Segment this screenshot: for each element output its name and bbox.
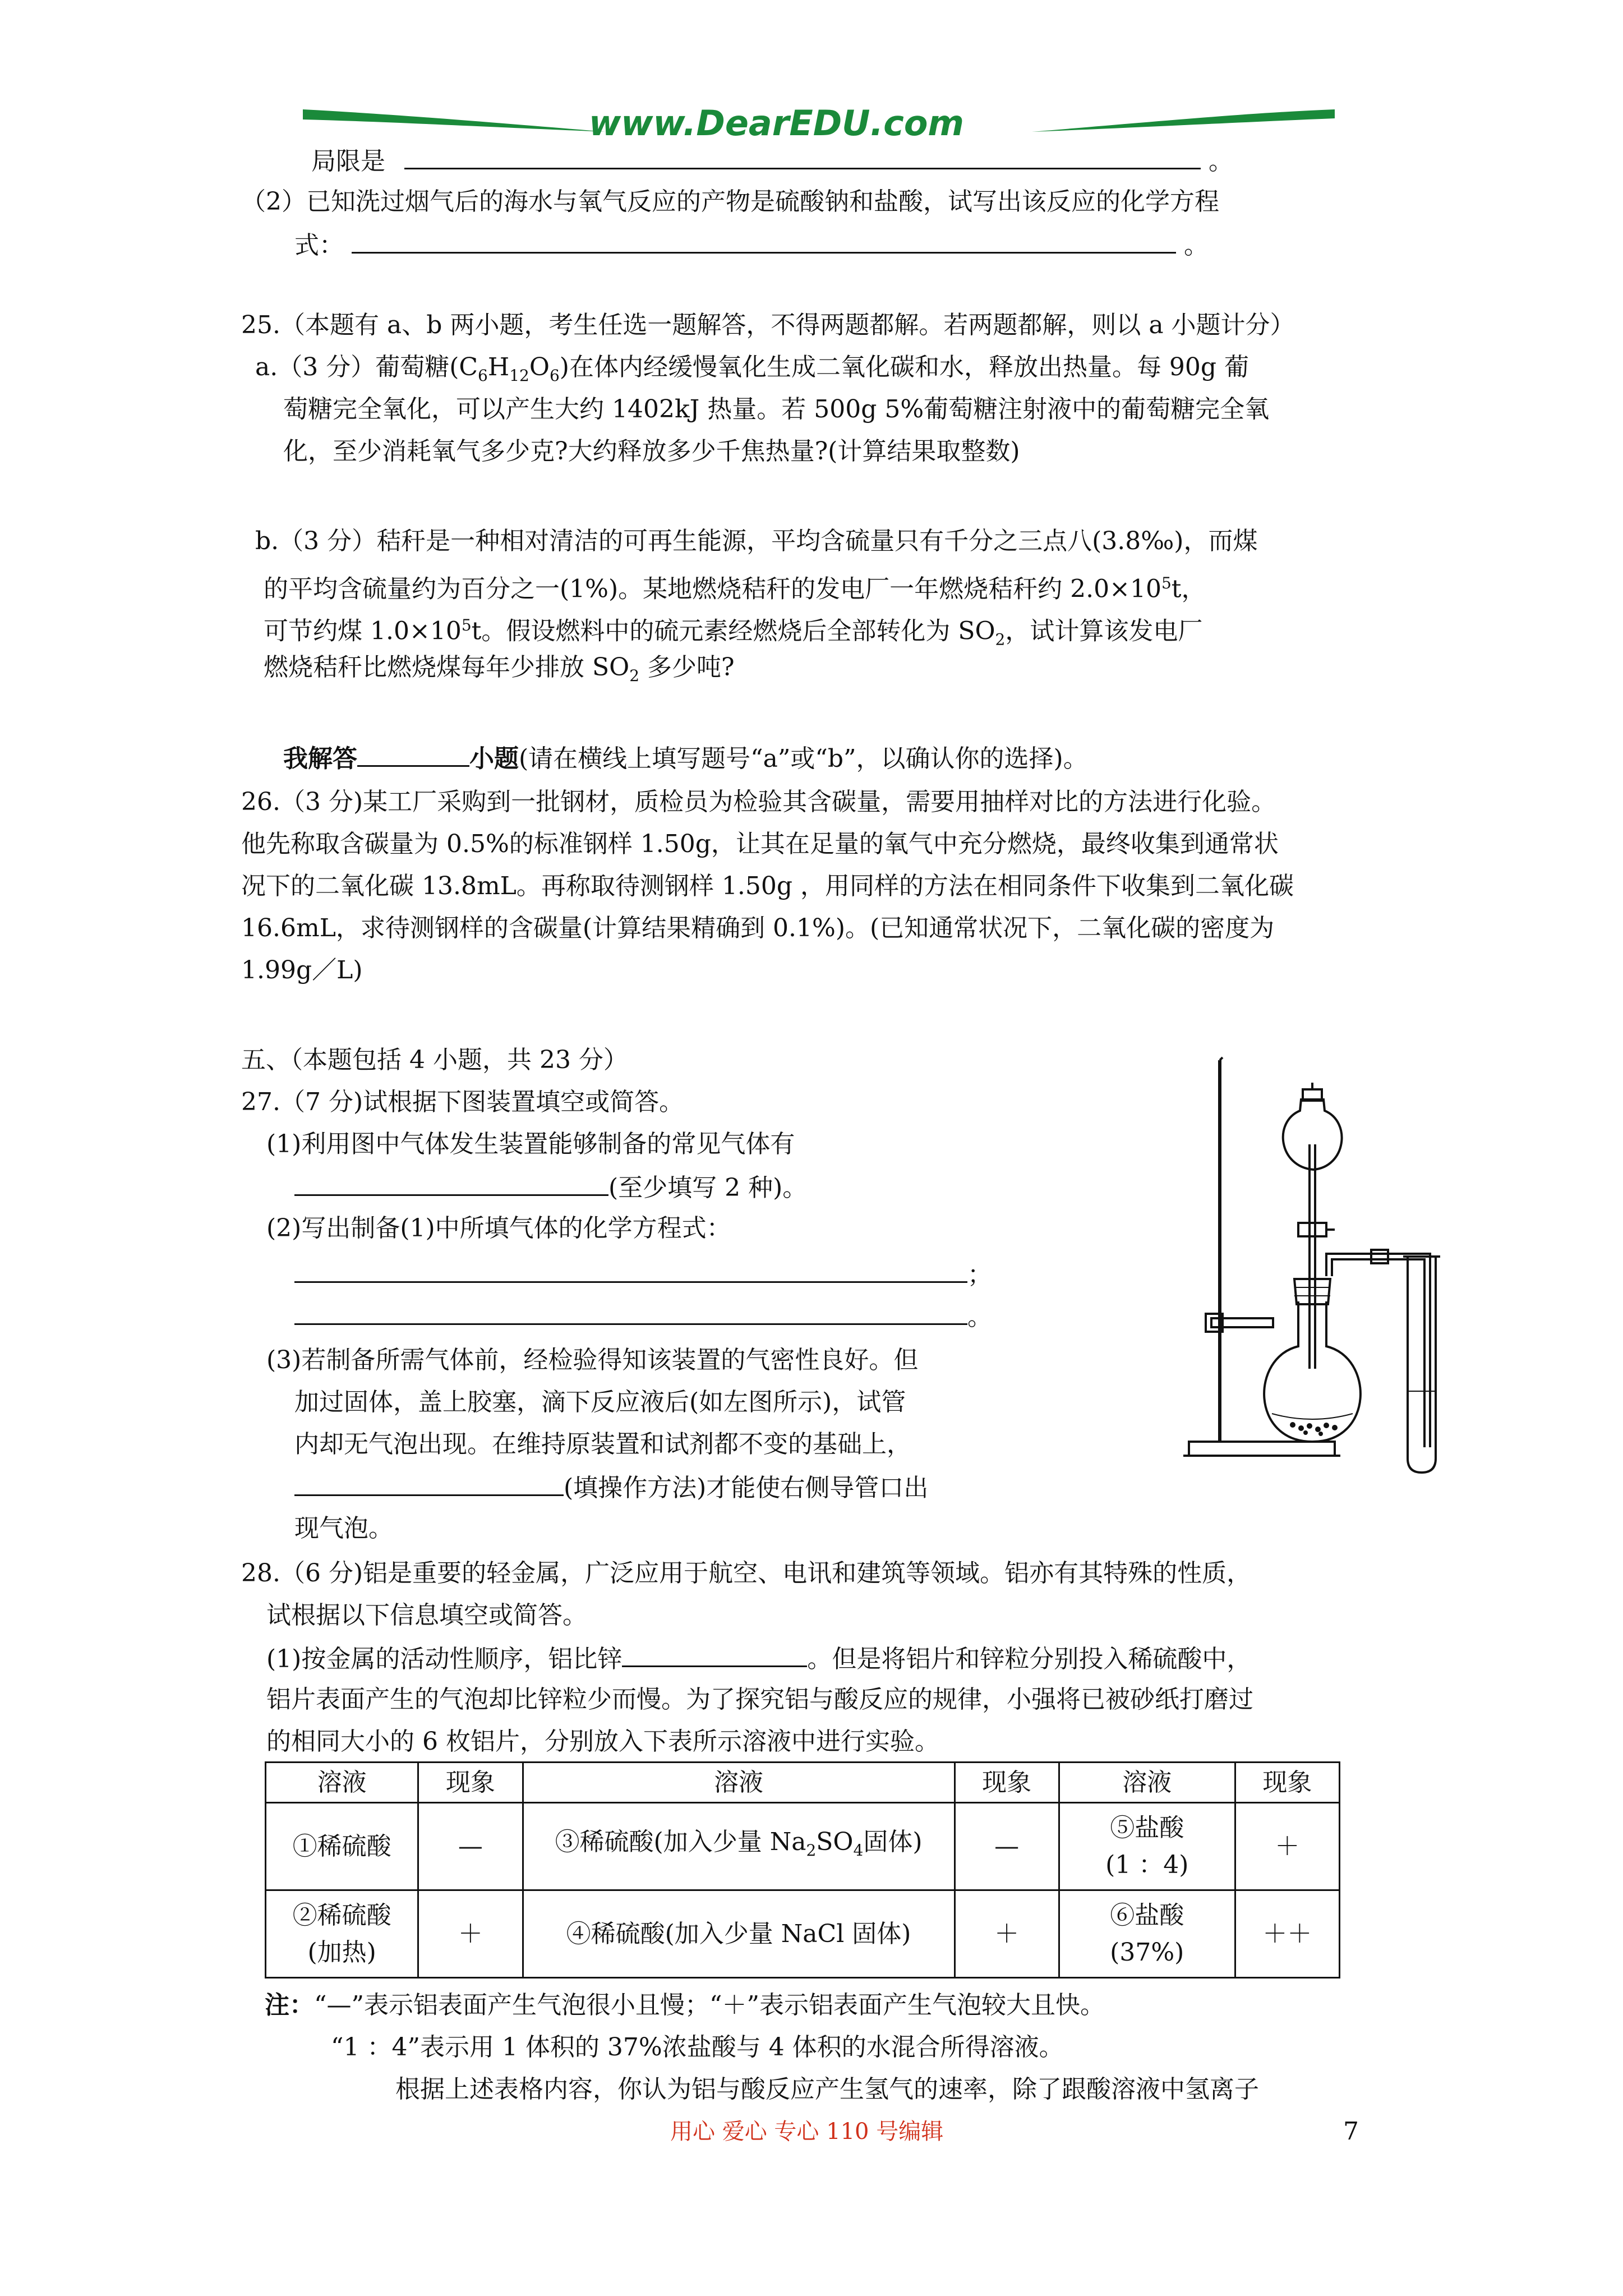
blank-line <box>294 1299 967 1325</box>
table-header-row <box>266 1763 1340 1803</box>
table-cell: ②稀硫酸 (加热) <box>266 1890 418 1978</box>
q24-part2-line2: 式： 。 <box>294 227 1209 263</box>
table-row <box>266 1890 1340 1978</box>
table-cell: ⑥盐酸 (37%) <box>1059 1890 1235 1978</box>
wave-right-decoration <box>1021 98 1335 149</box>
table-note-line2: “1 ：4”表示用 1 体积的 37%浓盐酸与 4 体积的水混合所得溶液。 <box>331 2033 1064 2062</box>
q25-a-line2: 萄糖完全氧化，可以产生大约 1402kJ 热量。若 500g 5%葡萄糖注射液中的葡萄糖完全氧 <box>283 395 1270 424</box>
q27-title: 27.（7 分)试根据下图装置填空或简答。 <box>241 1088 684 1116</box>
q28-line3: (1)按金属的活动性顺序，铝比锌 。但是将铝片和锌粒分别投入稀硫酸中， <box>266 1641 1251 1676</box>
blank-line <box>294 1257 967 1283</box>
q25-b-line4: 燃烧秸秆比燃烧煤每年少排放 $SO_2$ 多少吨? <box>264 653 735 685</box>
page-number: 7 <box>1343 2117 1359 2146</box>
q25-title: 25.（本题有 a、b 两小题，考生任选一题解答，不得两题都解。若两题都解，则以 a 小题计分） <box>241 311 1295 339</box>
q25-b-line1: b.（3 分）秸秆是一种相对清洁的可再生能源，平均含硫量只有千分之三点八(3.8‰)，而煤 <box>255 527 1258 555</box>
table-cell: ＋ <box>1235 1803 1339 1890</box>
q24-part2-line1: （2）已知洗过烟气后的海水与氧气反应的产物是硫酸钠和盐酸，试写出该反应的化学方程 <box>241 187 1219 216</box>
q27-sub1-blank-line: (至少填写 2 种)。 <box>294 1170 807 1205</box>
q27-sub3-line4: (填操作方法)才能使右侧导管口出 <box>294 1470 928 1505</box>
blank-line <box>622 1641 807 1667</box>
q26-line2: 他先称取含碳量为 0.5%的标准钢样 1.50g，让其在足量的氧气中充分燃烧，最终收集到通常状 <box>241 830 1279 858</box>
site-logo-text: www.DearEDU.com <box>589 103 965 144</box>
q26-line1: 26.（3 分)某工厂采购到一批钢材，质检员为检验其含碳量，需要用抽样对比的方法进行化验。 <box>241 788 1276 816</box>
table-cell: ＋＋ <box>1235 1890 1339 1978</box>
experiment-table <box>265 1761 1340 1978</box>
blank-line <box>404 143 1201 169</box>
wave-left-decoration <box>303 98 617 149</box>
table-header-cell: 现象 <box>955 1763 1059 1803</box>
q27-sub2-blank1: ； <box>294 1257 992 1292</box>
table-cell: — <box>955 1803 1059 1890</box>
q27-sub2: (2)写出制备(1)中所填气体的化学方程式： <box>266 1214 731 1243</box>
q25-b-line2: 的平均含硫量约为百分之一(1%)。某地燃烧秸秆的发电厂一年燃烧秸秆约 $2.0\times 10^5t$， <box>264 574 1206 604</box>
q25-a-line1: a.（3 分）葡萄糖$(C_6H_{12}O_6)$在体内经缓慢氧化生成二氧化碳和水，释放出热量。每 90g 葡 <box>255 353 1249 385</box>
table-cell: ③稀硫酸(加入少量 $Na_2SO_4$固体) <box>523 1803 955 1890</box>
q24-limit-line: 局限是 。 <box>311 143 1233 178</box>
table-header-cell: 溶液 <box>523 1763 955 1803</box>
q25-a-line3: 化，至少消耗氧气多少克?大约释放多少千焦热量?(计算结果取整数) <box>283 437 1020 466</box>
table-cell: ④稀硫酸(加入少量 NaCl 固体) <box>523 1890 955 1978</box>
section-five-heading: 五、（本题包括 4 小题，共 23 分） <box>241 1046 628 1074</box>
blank-line <box>294 1170 608 1196</box>
q27-sub2-blank2: 。 <box>294 1299 992 1334</box>
q25-b-line3: 可节约煤 $1.0\times 10^5t$。假设燃料中的硫元素经燃烧后全部转化为 $SO_2$，试计算该发电厂 <box>264 616 1203 649</box>
q27-sub1: (1)利用图中气体发生装置能够制备的常见气体有 <box>266 1130 795 1158</box>
q27-sub3-line5: 现气泡。 <box>294 1514 393 1543</box>
q26-line5: 1.99g／L) <box>241 956 363 984</box>
table-cell: ⑤盐酸 (1 ：4) <box>1059 1803 1235 1890</box>
table-cell: — <box>418 1803 523 1890</box>
table-header-cell: 溶液 <box>266 1763 418 1803</box>
blank-line <box>352 227 1176 254</box>
choice-blank <box>357 740 469 767</box>
q27-sub3-line1: (3)若制备所需气体前，经检验得知该装置的气密性良好。但 <box>266 1346 919 1374</box>
q28-line1: 28.（6 分)铝是重要的轻金属，广泛应用于航空、电讯和建筑等领域。铝亦有其特殊的性质， <box>241 1559 1252 1588</box>
table-header-cell: 溶液 <box>1059 1763 1235 1803</box>
gas-generator-apparatus-figure <box>1166 1055 1469 1481</box>
q28-line2: 试根据以下信息填空或简答。 <box>266 1601 587 1630</box>
table-row <box>266 1803 1340 1890</box>
table-header-cell: 现象 <box>1235 1763 1339 1803</box>
header-banner <box>303 98 1329 149</box>
table-note-line1: 注：“—”表示铝表面产生气泡很小且慢；“＋”表示铝表面产生气泡较大且快。 <box>265 1991 1105 2019</box>
q28-conclusion-line: 根据上述表格内容，你认为铝与酸反应产生氢气的速率，除了跟酸溶液中氢离子 <box>395 2075 1259 2104</box>
q28-line5: 的相同大小的 6 枚铝片，分别放入下表所示溶液中进行实验。 <box>266 1727 939 1756</box>
blank-line <box>294 1470 564 1496</box>
q26-line3: 况下的二氧化碳 13.8mL。再称取待测钢样 1.50g ，用同样的方法在相同条件下收集到二氧化碳 <box>241 872 1294 900</box>
table-header-cell: 现象 <box>418 1763 523 1803</box>
footer-editor-note: 用心 爱心 专心 110 号编辑 <box>670 2119 944 2145</box>
q26-line4: 16.6mL，求待测钢样的含碳量(计算结果精确到 0.1%)。(已知通常状况下，二氧化碳的密度为 <box>241 914 1275 942</box>
q27-sub3-line2: 加过固体，盖上胶塞，滴下反应液后(如左图所示)，试管 <box>294 1388 906 1416</box>
table-cell: ①稀硫酸 <box>266 1803 418 1890</box>
q28-line4: 铝片表面产生的气泡却比锌粒少而慢。为了探究铝与酸反应的规律，小强将已被砂纸打磨过 <box>266 1685 1253 1714</box>
table-cell: ＋ <box>955 1890 1059 1978</box>
table-cell: ＋ <box>418 1890 523 1978</box>
q25-choose-line: 我解答 小题(请在横线上填写题号“a”或“b”，以确认你的选择)。 <box>283 740 1088 776</box>
q27-sub3-line3: 内却无气泡出现。在维持原装置和试剂都不变的基础上， <box>294 1430 911 1458</box>
